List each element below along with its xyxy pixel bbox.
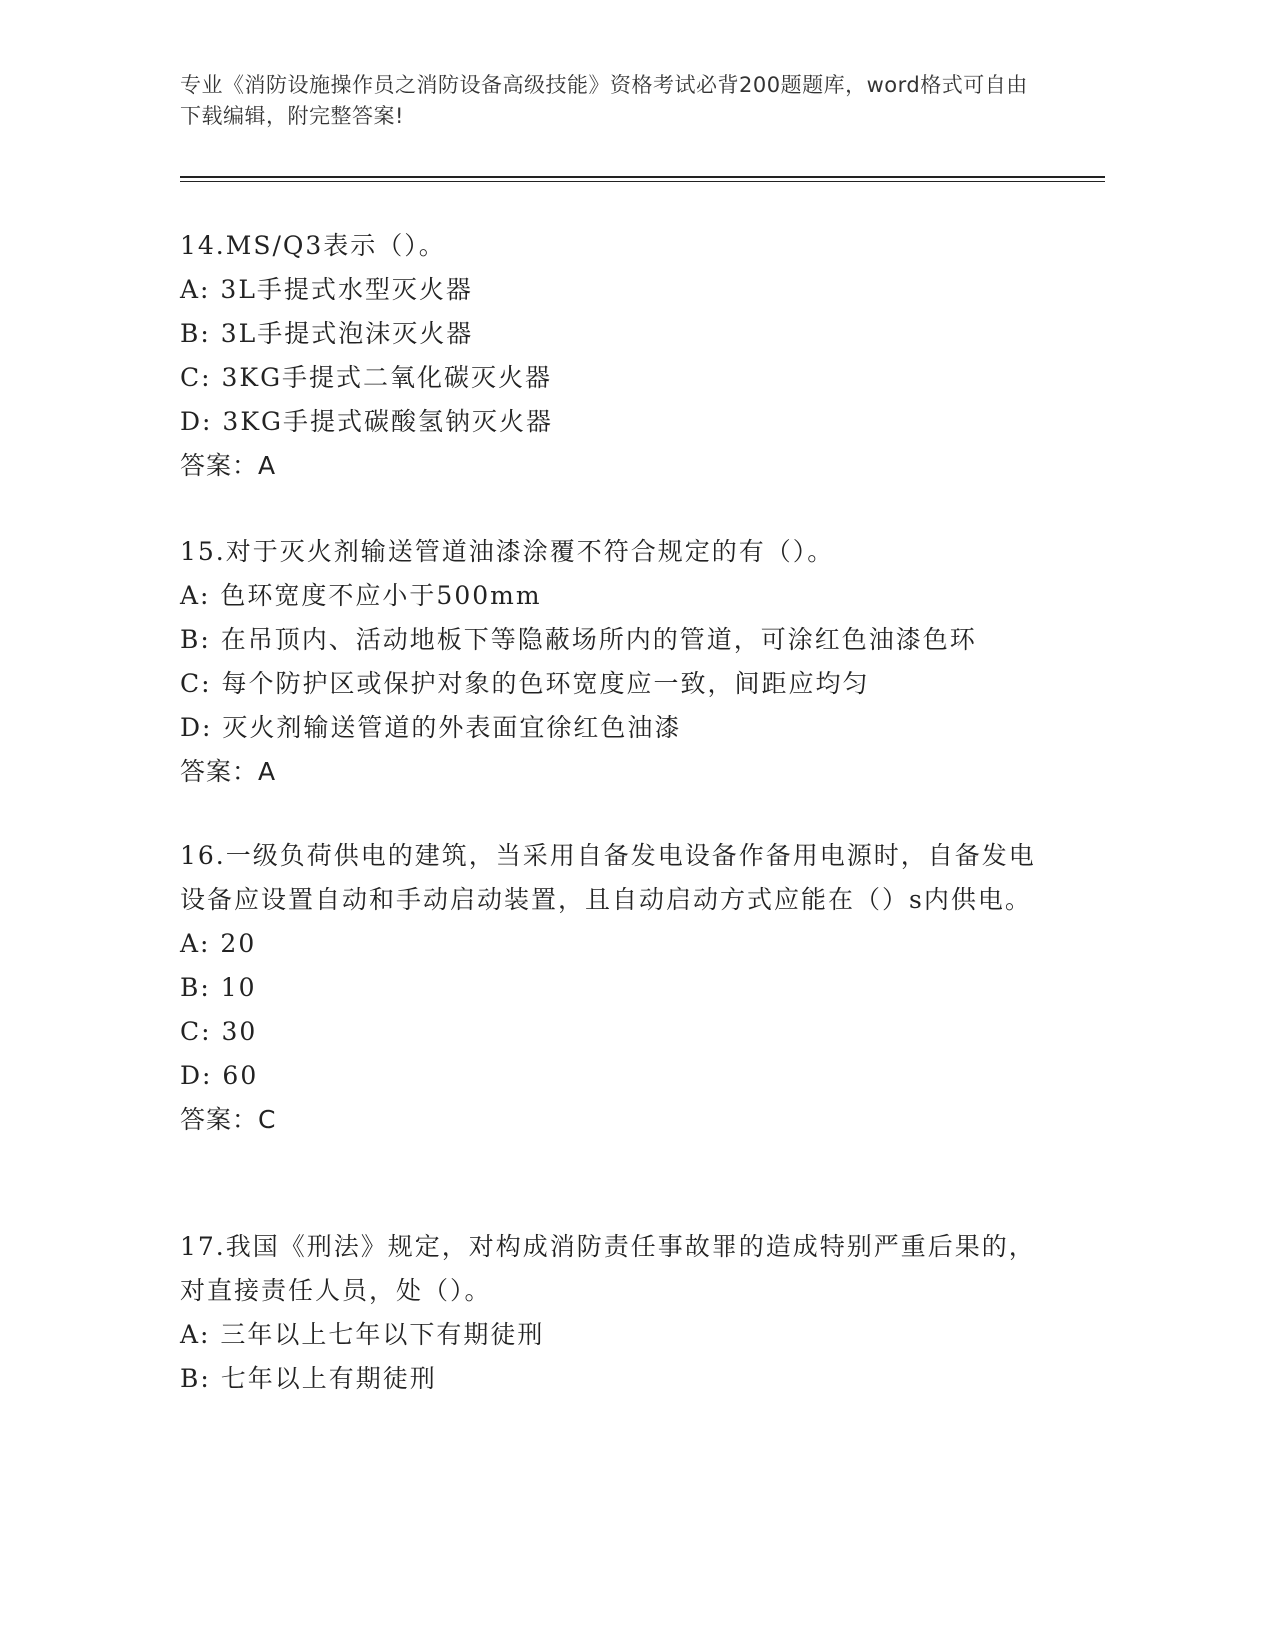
question-15: [180, 530, 1050, 794]
answer-line: 答案：C: [180, 1105, 277, 1134]
document-header: [180, 70, 1040, 132]
option-a: A: 3L手提式水型灭火器: [180, 275, 473, 304]
header-divider-thin: [180, 181, 1105, 182]
question-stem: 14.MS/Q3表示（）。: [180, 231, 446, 260]
question-14: [180, 224, 1050, 488]
option-c: C: 30: [180, 1017, 258, 1046]
question-stem: 15.对于灭火剂输送管道油漆涂覆不符合规定的有（）。: [180, 537, 835, 566]
question-stem: 16.一级负荷供电的建筑，当采用自备发电设备作备用电源时，自备发电设备应设置自动和手动启动装置，且自动启动方式应能在（）s内供电。: [180, 841, 1036, 914]
option-b: B: 10: [180, 973, 257, 1002]
answer-line: 答案：A: [180, 757, 277, 786]
option-c: C: 3KG手提式二氧化碳灭火器: [180, 363, 553, 392]
option-d: D: 60: [180, 1061, 259, 1090]
header-divider-thick: [180, 176, 1105, 178]
option-b: B: 七年以上有期徒刑: [180, 1364, 437, 1393]
header-intro-text: 专业《消防设施操作员之消防设备高级技能》资格考试必背200题题库，word格式可自由下载编辑，附完整答案!: [180, 73, 1028, 128]
option-a: A: 20: [180, 929, 257, 958]
option-b: B: 3L手提式泡沫灭火器: [180, 319, 474, 348]
option-d: D: 灭火剂输送管道的外表面宜徐红色油漆: [180, 713, 682, 742]
option-a: A: 三年以上七年以下有期徒刑: [180, 1320, 545, 1349]
answer-line: 答案：A: [180, 451, 277, 480]
option-d: D: 3KG手提式碳酸氢钠灭火器: [180, 407, 553, 436]
question-17: [180, 1225, 1050, 1401]
option-c: C: 每个防护区或保护对象的色环宽度应一致，间距应均匀: [180, 669, 870, 698]
question-stem: 17.我国《刑法》规定，对构成消防责任事故罪的造成特别严重后果的，对直接责任人员，处（）。: [180, 1232, 1036, 1305]
question-16: [180, 834, 1050, 1142]
option-a: A: 色环宽度不应小于500mm: [180, 581, 542, 610]
option-b: B: 在吊顶内、活动地板下等隐蔽场所内的管道，可涂红色油漆色环: [180, 625, 977, 654]
